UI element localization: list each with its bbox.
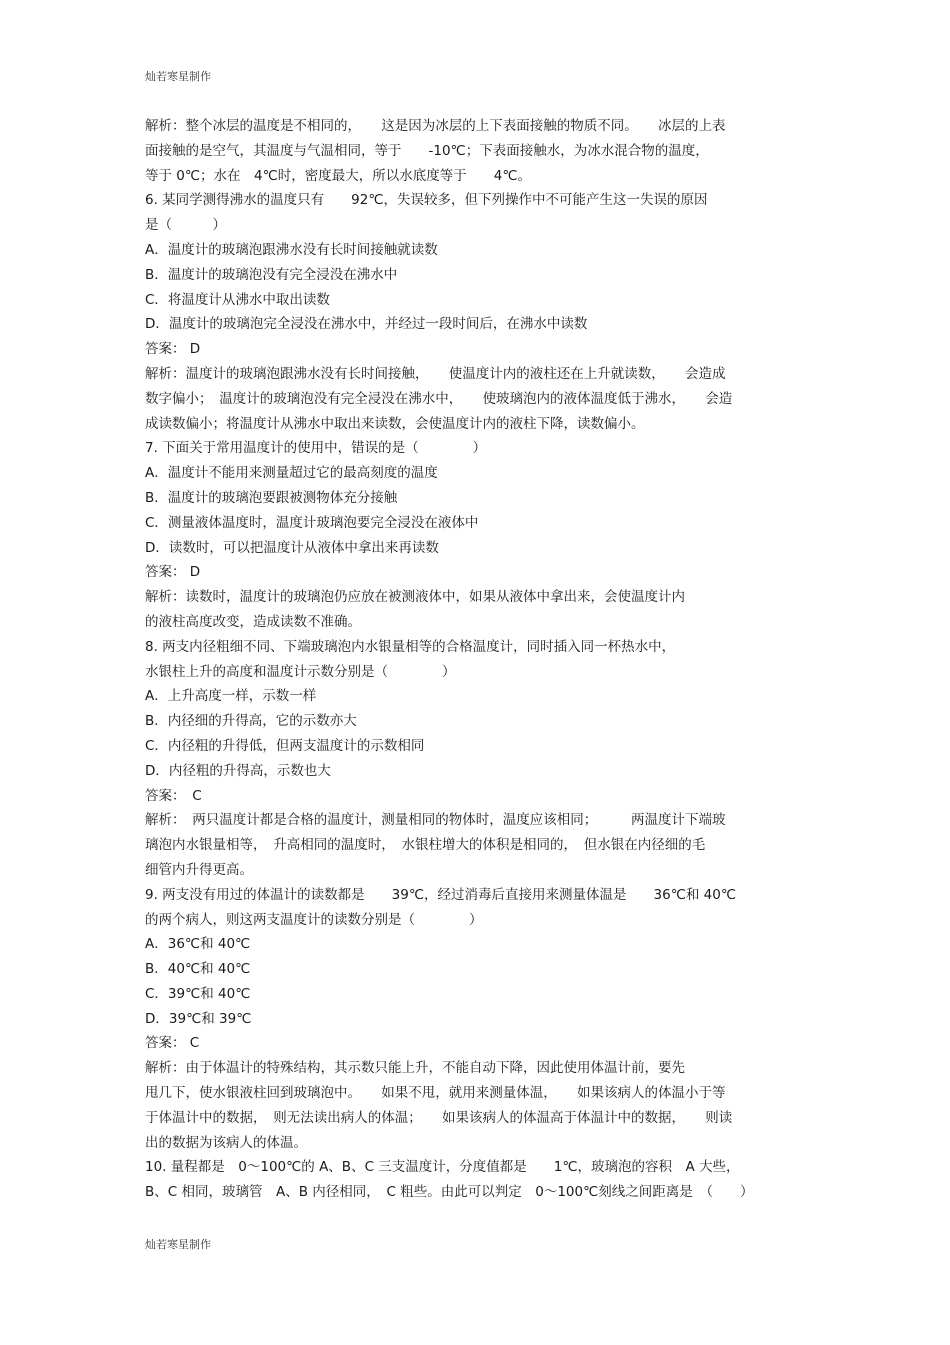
text-line: A．温度计不能用来测量超过它的最高刻度的温度 — [145, 465, 438, 482]
text-line: 答案： C — [145, 787, 202, 804]
text-line: B．温度计的玻璃泡要跟被测物体充分接触 — [145, 489, 398, 506]
text-line: 9. 两支没有用过的体温计的读数都是 39℃，经过消毒后直接用来测量体温是 36℃和 40℃ — [145, 886, 736, 903]
text-line: 细管内升得更高。 — [145, 861, 253, 878]
text-line: 的两个病人，则这两支温度计的读数分别是（ ） — [145, 911, 483, 928]
text-line: 解析：由于体温计的特殊结构，其示数只能上升，不能自动下降，因此使用体温计前，要先 — [145, 1060, 685, 1077]
text-line: 答案： D — [145, 564, 201, 581]
text-line: 6. 某同学测得沸水的温度只有 92℃，失误较多，但下列操作中不可能产生这一失误的原因 — [145, 192, 708, 209]
text-line: C．内径粗的升得低，但两支温度计的示数相同 — [145, 737, 425, 754]
page-footer: 灿若寒星制作 — [145, 1238, 211, 1251]
text-line: 7. 下面关于常用温度计的使用中，错误的是（ ） — [145, 440, 487, 457]
text-line: 8. 两支内径粗细不同、下端玻璃泡内水银量相等的合格温度计，同时插入同一杯热水中， — [145, 638, 676, 655]
text-line: A．上升高度一样，示数一样 — [145, 688, 317, 705]
text-line: D．读数时，可以把温度计从液体中拿出来再读数 — [145, 539, 439, 556]
text-line: D．温度计的玻璃泡完全浸没在沸水中，并经过一段时间后，在沸水中读数 — [145, 316, 588, 333]
text-line: 数字偏小； 温度计的玻璃泡没有完全浸没在沸水中， 使玻璃泡内的液体温度低于沸水， 会造 — [145, 390, 733, 407]
text-line: B、C 相同，玻璃管 A、B 内径相同， C 粗些。由此可以判定 0～100℃刻线之间距离是 （ ） — [145, 1184, 754, 1201]
text-line: 解析：读数时，温度计的玻璃泡仍应放在被测液体中，如果从液体中拿出来，会使温度计内 — [145, 589, 685, 606]
text-line: B．温度计的玻璃泡没有完全浸没在沸水中 — [145, 266, 398, 283]
text-line: D．内径粗的升得高，示数也大 — [145, 762, 331, 779]
text-line: 等于 0℃；水在 4℃时，密度最大，所以水底度等于 4℃。 — [145, 167, 532, 184]
document-body — [145, 114, 810, 1205]
text-line: B．内径细的升得高，它的示数亦大 — [145, 713, 357, 730]
text-line: 于体温计中的数据， 则无法读出病人的体温； 如果该病人的体温高于体温计中的数据， 则读 — [145, 1109, 733, 1126]
text-line: 解析： 两只温度计都是合格的温度计，测量相同的物体时，温度应该相同； 两温度计下端玻 — [145, 812, 726, 829]
text-line: 是（ ） — [145, 217, 226, 234]
text-line: 甩几下，使水银液柱回到玻璃泡中。 如果不甩，就用来测量体温， 如果该病人的体温小于等 — [145, 1085, 726, 1102]
text-line: 答案： C — [145, 1035, 200, 1052]
text-line: D．39℃和 39℃ — [145, 1010, 252, 1027]
page-header: 灿若寒星制作 — [145, 70, 211, 83]
text-line: 面接触的是空气，其温度与气温相同，等于 -10℃；下表面接触水，为冰水混合物的温度， — [145, 142, 709, 159]
text-line: A．温度计的玻璃泡跟沸水没有长时间接触就读数 — [145, 241, 438, 258]
text-line: 璃泡内水银量相等， 升高相同的温度时， 水银柱增大的体积是相同的， 但水银在内径细的毛 — [145, 837, 706, 854]
text-line: C．将温度计从沸水中取出读数 — [145, 291, 330, 308]
text-line: 出的数据为该病人的体温。 — [145, 1134, 307, 1151]
text-line: A．36℃和 40℃ — [145, 936, 251, 953]
text-line: C．测量液体温度时，温度计玻璃泡要完全浸没在液体中 — [145, 514, 479, 531]
text-line: 解析：温度计的玻璃泡跟沸水没有长时间接触， 使温度计内的液柱还在上升就读数， 会造成 — [145, 365, 726, 382]
text-line: 10. 量程都是 0～100℃的 A、B、C 三支温度计，分度值都是 1℃，玻璃泡的容积 A 大些， — [145, 1159, 740, 1176]
text-line: 水银柱上升的高度和温度计示数分别是（ ） — [145, 663, 456, 680]
text-line: 的液柱高度改变，造成读数不准确。 — [145, 613, 361, 630]
text-line: 成读数偏小；将温度计从沸水中取出来读数，会使温度计内的液柱下降，读数偏小。 — [145, 415, 645, 432]
text-line: 解析：整个冰层的温度是不相同的， 这是因为冰层的上下表面接触的物质不同。 冰层的上表 — [145, 118, 726, 134]
text-line: C．39℃和 40℃ — [145, 985, 251, 1002]
text-line: 答案： D — [145, 341, 201, 358]
text-line: B．40℃和 40℃ — [145, 961, 251, 978]
